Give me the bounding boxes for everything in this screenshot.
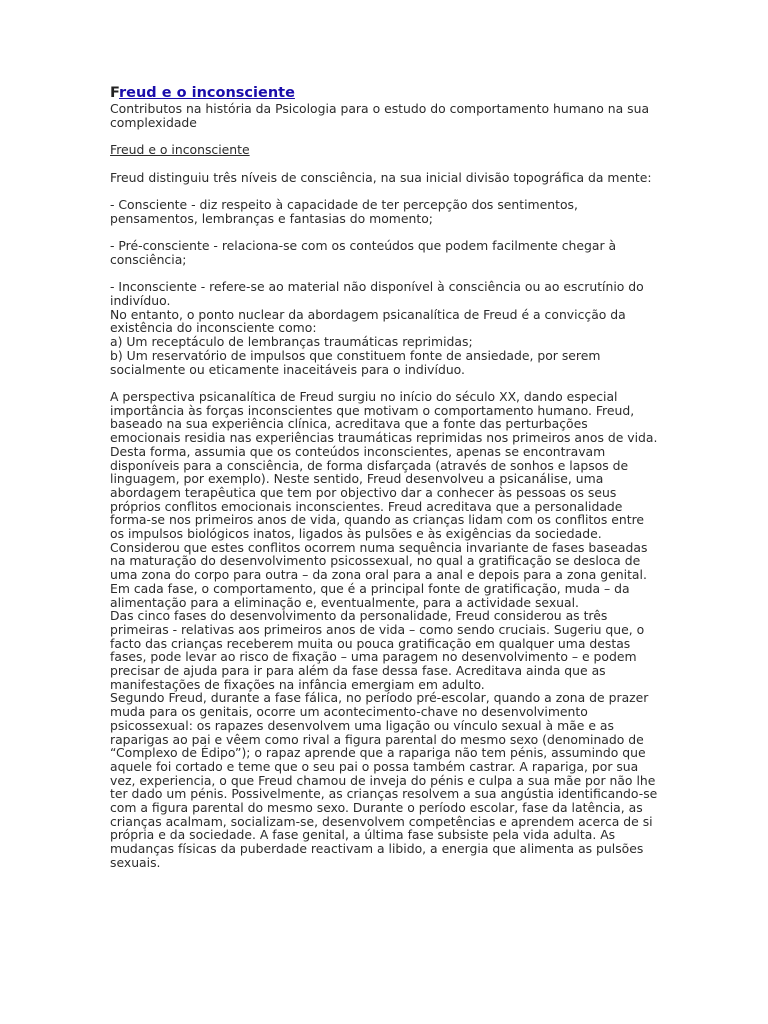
section-heading: Freud e o inconsciente [110,142,250,158]
perspectiva-paragraph: A perspectiva psicanalítica de Freud surgiu no início do século XX, dando especial importância às forças inconscientes que motivam o comportamento humano. Freud, baseado na sua experiência clínica, acreditava que a fonte das perturbações emocionais residia nas experiências traumáticas reprimidas nos primeiros anos de vida. Desta forma, assumia que os conteúdos inconscientes, apenas se encontravam disponíveis para a consciência, de forma disfarçada (através de sonhos e lapsos de linguagem, por exemplo). Neste sentido, Freud desenvolveu a psicanálise, uma abordagem terapêutica que tem por objectivo dar a conhecer às pessoas os seus próprios conflitos emocionais inconscientes. Freud acreditava que a personalidade forma-se nos primeiros anos de vida, quando as crianças lidam com os conflitos entre os impulsos biológicos inatos, ligados às pulsões e às exigências da sociedade. [110,388,658,542]
level-preconsciente: - Pré-consciente - relaciona-se com os conteúdos que podem facilmente chegar à consciência; [110,238,617,267]
level-consciente: - Consciente - diz respeito à capacidade de ter percepção dos sentimentos, pensamentos, lembranças e fantasias do momento; [110,197,578,226]
fase-falica-paragraph: Segundo Freud, durante a fase fálica, no período pré-escolar, quando a zona de prazer muda para os genitais, ocorre um acontecimento-chave no desenvolvimento psicossexual: os rapazes desenvolvem uma ligação ou vínculo sexual à mãe e as raparigas ao pai e vêem como rival a figura parental do mesmo sexo (denominado de “Complexo de Édipo”); o rapaz aprende que a rapariga não tem pénis, assumindo que aquele foi cortado e teme que o seu pai o possa também castrar. A rapariga, por sua vez, experiencia, o que Freud chamou de inveja do pénis e culpa a sua mãe por não lhe ter dado um pénis. Possivelmente, as crianças resolvem a sua angústia identificando-se com a figura parental do mesmo sexo. Durante o período escolar, fase da latência, as crianças acalmam, socializam-se, desenvolvem competências e aprendem acerca de si própria e da sociedade. A fase genital, a última fase subsiste pela vida adulta. As mudanças físicas da puberdade reactivam a libido, a energia que alimenta as pulsões sexuais. [110,690,658,870]
title-first-letter: F [110,85,119,101]
list-item-a: a) Um receptáculo de lembranças traumáticas reprimidas; [110,334,473,350]
nuclear-point-paragraph: No entanto, o ponto nuclear da abordagem psicanalítica de Freud é a convicção da existência do inconsciente como: [110,306,626,336]
article-subtitle: Contributos na história da Psicologia para o estudo do comportamento humano na sua complexidade [110,101,650,130]
document-page [110,84,662,870]
level-inconsciente: - Inconsciente - refere-se ao material não disponível à consciência ou ao escrutínio do indivíduo. [110,279,644,309]
cinco-fases-paragraph: Das cinco fases do desenvolvimento da personalidade, Freud considerou as três primeiras - relativas aos primeiros anos de vida – como sendo cruciais. Sugeriu que, o facto das crianças receberem muita ou pouca gratificação em qualquer uma destas fases, pode levar ao risco de fixação – uma paragem no desenvolvimento – e podem precisar de ajuda para ir para além da fase dessa fase. Acreditava ainda que as manifestações de fixações na infância emergiam em adulto. [110,608,645,692]
list-item-b: b) Um reservatório de impulsos que constituem fonte de ansiedade, por serem socialmente ou eticamente inaceitáveis para o indivíduo. [110,347,601,377]
intro-paragraph: Freud distinguiu três níveis de consciência, na sua inicial divisão topográfica da mente: [110,169,652,185]
article-title [110,84,662,102]
title-link[interactable]: reud e o inconsciente [118,85,295,101]
fases-paragraph: Considerou que estes conflitos ocorrem numa sequência invariante de fases baseadas na maturação do desenvolvimento psicossexual, no qual a gratificação se desloca de uma zona do corpo para outra – da zona oral para a anal e depois para a zona genital. Em cada fase, o comportamento, que é a principal fonte de gratificação, muda – da alimentação para a eliminação e, eventualmente, para a actividade sexual. [110,539,648,610]
